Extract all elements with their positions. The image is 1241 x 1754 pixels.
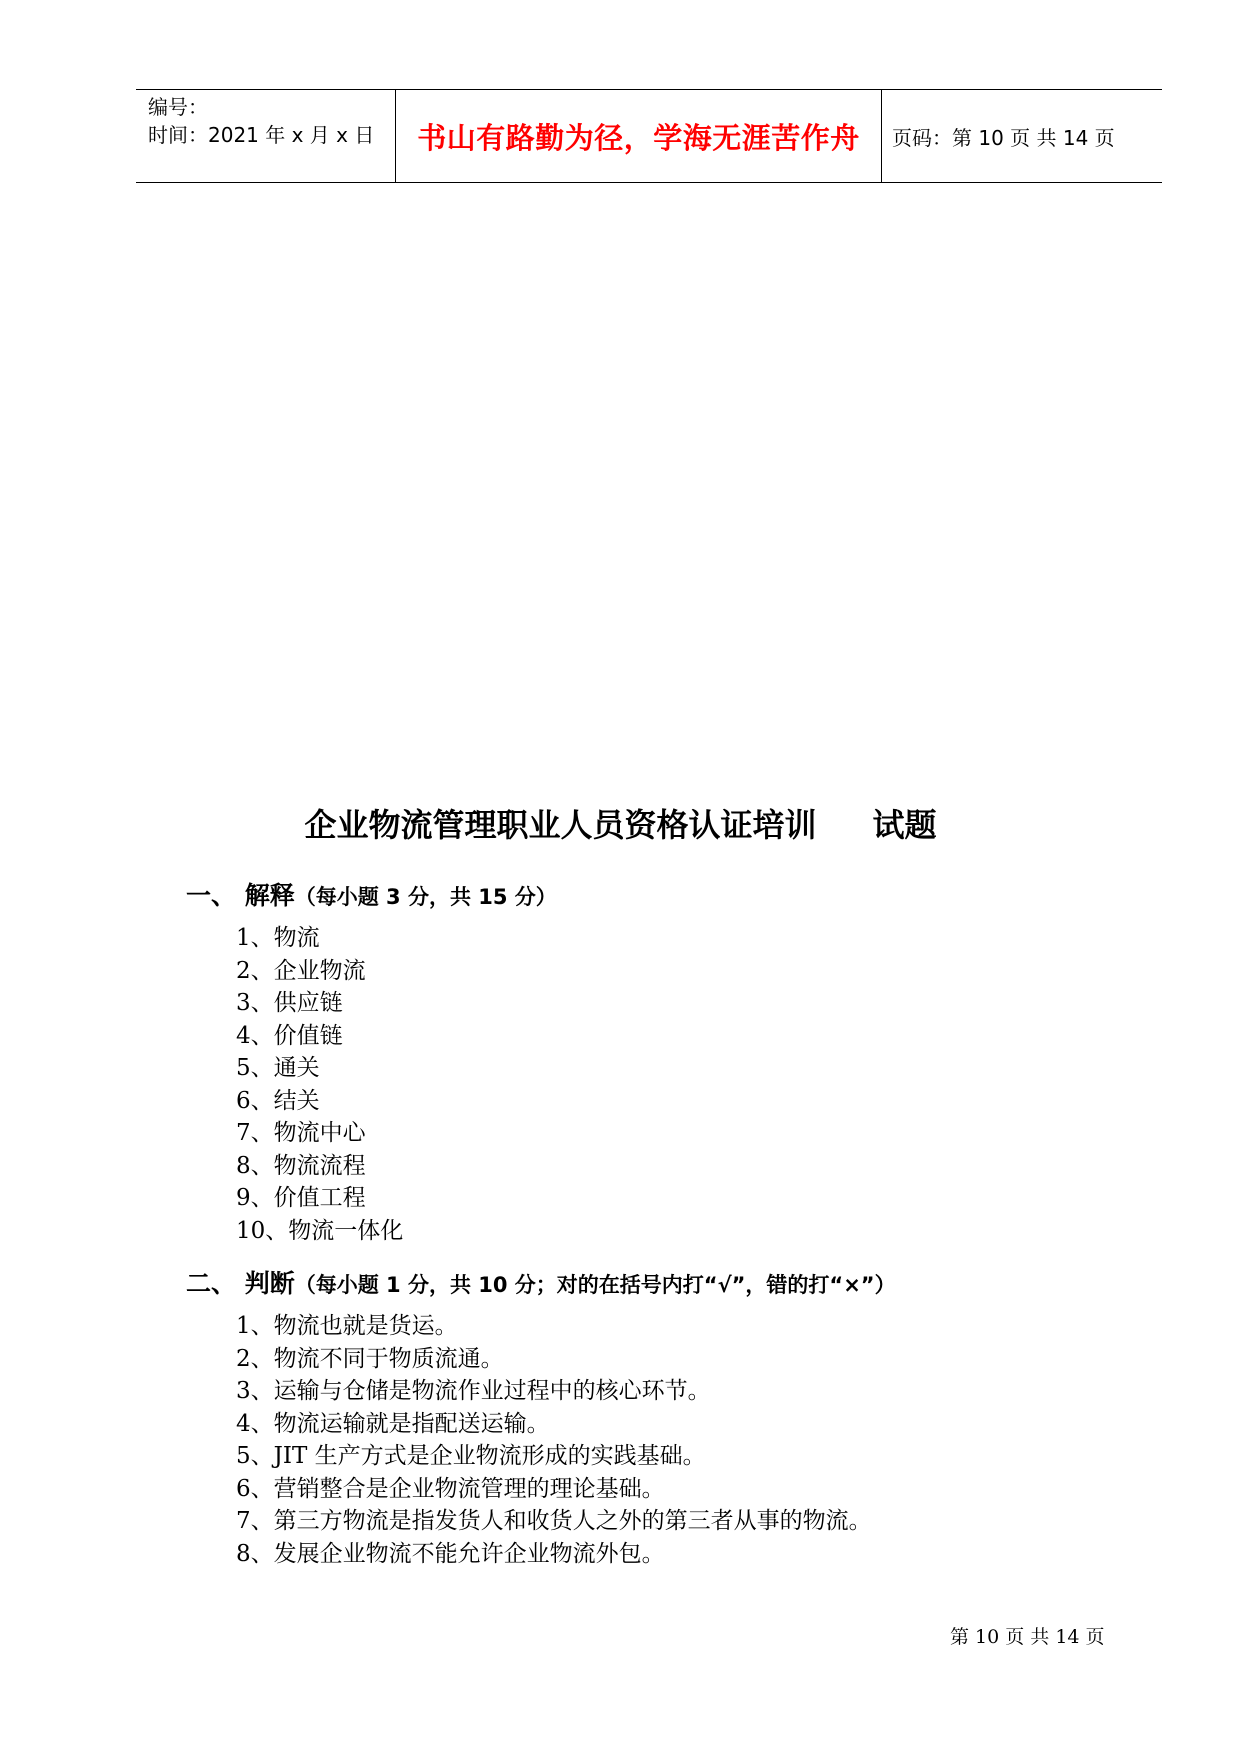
list-item: 3、供应链 <box>236 990 343 1016</box>
header-table <box>136 89 1162 183</box>
section1-list <box>236 922 403 1247</box>
section2-note: （每小题 1 分，共 10 分；对的在括号内打“√”，错的打“×”） <box>294 1273 896 1297</box>
list-item: 4、物流运输就是指配送运输。 <box>236 1410 550 1437</box>
list-item: 4、价值链 <box>236 1022 343 1049</box>
page-footer: 第 10 页 共 14 页 <box>950 1626 1105 1648</box>
motto-text: 书山有路勤为径，学海无涯苦作舟 <box>417 120 860 155</box>
serial-label: 编号： <box>148 95 208 119</box>
section2-list <box>236 1310 872 1570</box>
header-motto-cell <box>396 90 882 182</box>
list-item: 3、运输与仓储是物流作业过程中的核心环节。 <box>236 1378 711 1404</box>
list-item: 8、发展企业物流不能允许企业物流外包。 <box>236 1540 665 1567</box>
title-main: 企业物流管理职业人员资格认证培训 <box>304 806 817 844</box>
list-item: 7、第三方物流是指发货人和收货人之外的第三者从事的物流。 <box>236 1508 872 1534</box>
list-item: 7、物流中心 <box>236 1120 366 1146</box>
list-item: 2、企业物流 <box>236 957 366 984</box>
list-item: 5、JIT 生产方式是企业物流形成的实践基础。 <box>236 1443 706 1469</box>
list-item: 5、通关 <box>236 1055 320 1081</box>
list-item: 9、价值工程 <box>236 1185 366 1211</box>
section2-heading <box>186 1264 896 1300</box>
list-item: 2、物流不同于物质流通。 <box>236 1345 504 1372</box>
section2-title: 二、 判断 <box>186 1269 295 1298</box>
section1-heading <box>186 876 557 912</box>
header-left-cell <box>136 90 396 182</box>
header-page-cell <box>882 90 1162 182</box>
page-title <box>0 800 1241 846</box>
list-item: 1、物流 <box>236 925 320 951</box>
page-code: 页码：第 10 页 共 14 页 <box>892 125 1115 150</box>
date-text: 时间：2021 年 x 月 x 日 <box>148 123 375 147</box>
list-item: 8、物流流程 <box>236 1152 366 1179</box>
list-item: 1、物流也就是货运。 <box>236 1313 458 1339</box>
list-item: 10、物流一体化 <box>236 1217 404 1244</box>
section1-title: 一、 解释 <box>186 881 295 910</box>
list-item: 6、营销整合是企业物流管理的理论基础。 <box>236 1475 665 1502</box>
list-item: 6、结关 <box>236 1087 320 1114</box>
section1-note: （每小题 3 分，共 15 分） <box>294 885 557 909</box>
title-suffix: 试题 <box>872 806 937 844</box>
